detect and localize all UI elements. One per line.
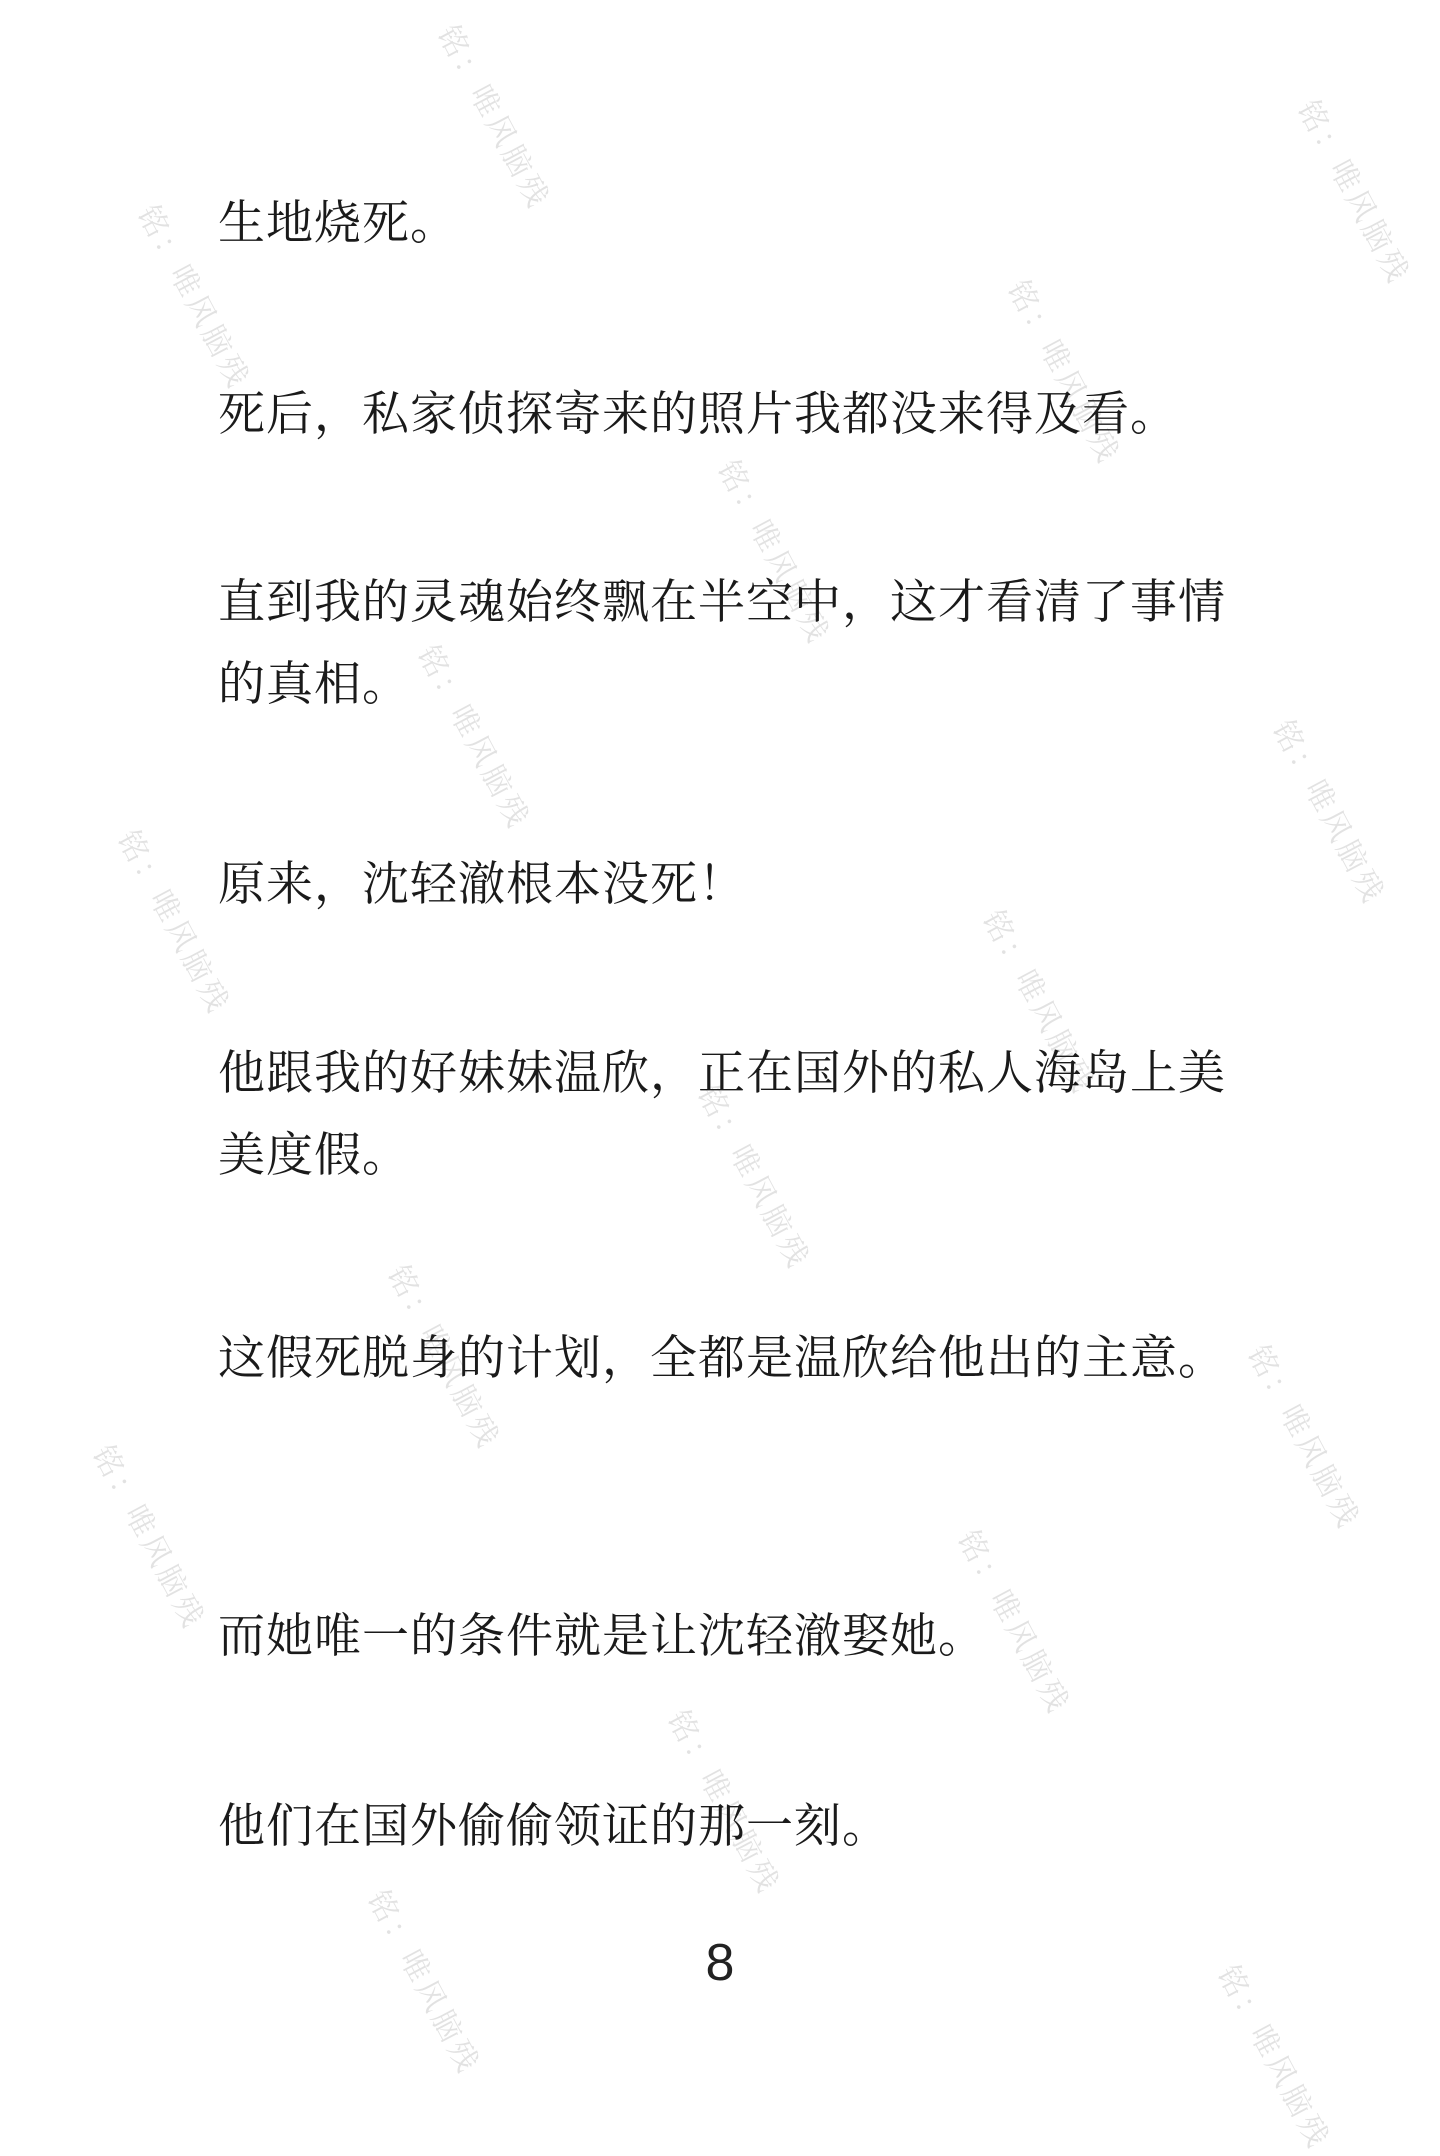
- paragraph: 原来，沈轻澈根本没死！: [218, 857, 746, 912]
- watermark: 铭：唯风脑残: [359, 1884, 487, 2082]
- watermark: 铭：唯风脑残: [974, 904, 1102, 1102]
- paragraph: 直到我的灵魂始终飘在半空中，这才看清了事情的真相。: [218, 575, 1226, 712]
- watermark: 铭：唯风脑残: [709, 454, 837, 652]
- paragraph: 生地烧死。: [218, 196, 458, 251]
- watermark: 铭：唯风脑残: [429, 19, 557, 217]
- watermark: 铭：唯风脑残: [84, 1439, 212, 1637]
- watermark: 铭：唯风脑残: [1239, 1339, 1367, 1537]
- watermark: 铭：唯风脑残: [1209, 1959, 1337, 2156]
- watermark: 铭：唯风脑残: [949, 1524, 1077, 1722]
- paragraph: 他跟我的好妹妹温欣，正在国外的私人海岛上美美度假。: [218, 1046, 1226, 1183]
- watermark: 铭：唯风脑残: [129, 199, 257, 397]
- watermark: 铭：唯风脑残: [999, 274, 1127, 472]
- paragraph: 死后，私家侦探寄来的照片我都没来得及看。: [218, 387, 1178, 442]
- paragraph: 这假死脱身的计划，全都是温欣给他出的主意。: [218, 1331, 1226, 1386]
- paragraph: 他们在国外偷偷领证的那一刻。: [218, 1799, 890, 1854]
- watermark: 铭：唯风脑残: [409, 639, 537, 837]
- page-number: 8: [705, 1934, 735, 1992]
- watermark: 铭：唯风脑残: [659, 1704, 787, 1902]
- watermark: 铭：唯风脑残: [1289, 94, 1417, 292]
- watermark: 铭：唯风脑残: [689, 1079, 817, 1277]
- watermark: 铭：唯风脑残: [379, 1259, 507, 1457]
- watermark: 铭：唯风脑残: [109, 824, 237, 1022]
- watermark: 铭：唯风脑残: [1264, 714, 1392, 912]
- paragraph: 而她唯一的条件就是让沈轻澈娶她。: [218, 1609, 986, 1664]
